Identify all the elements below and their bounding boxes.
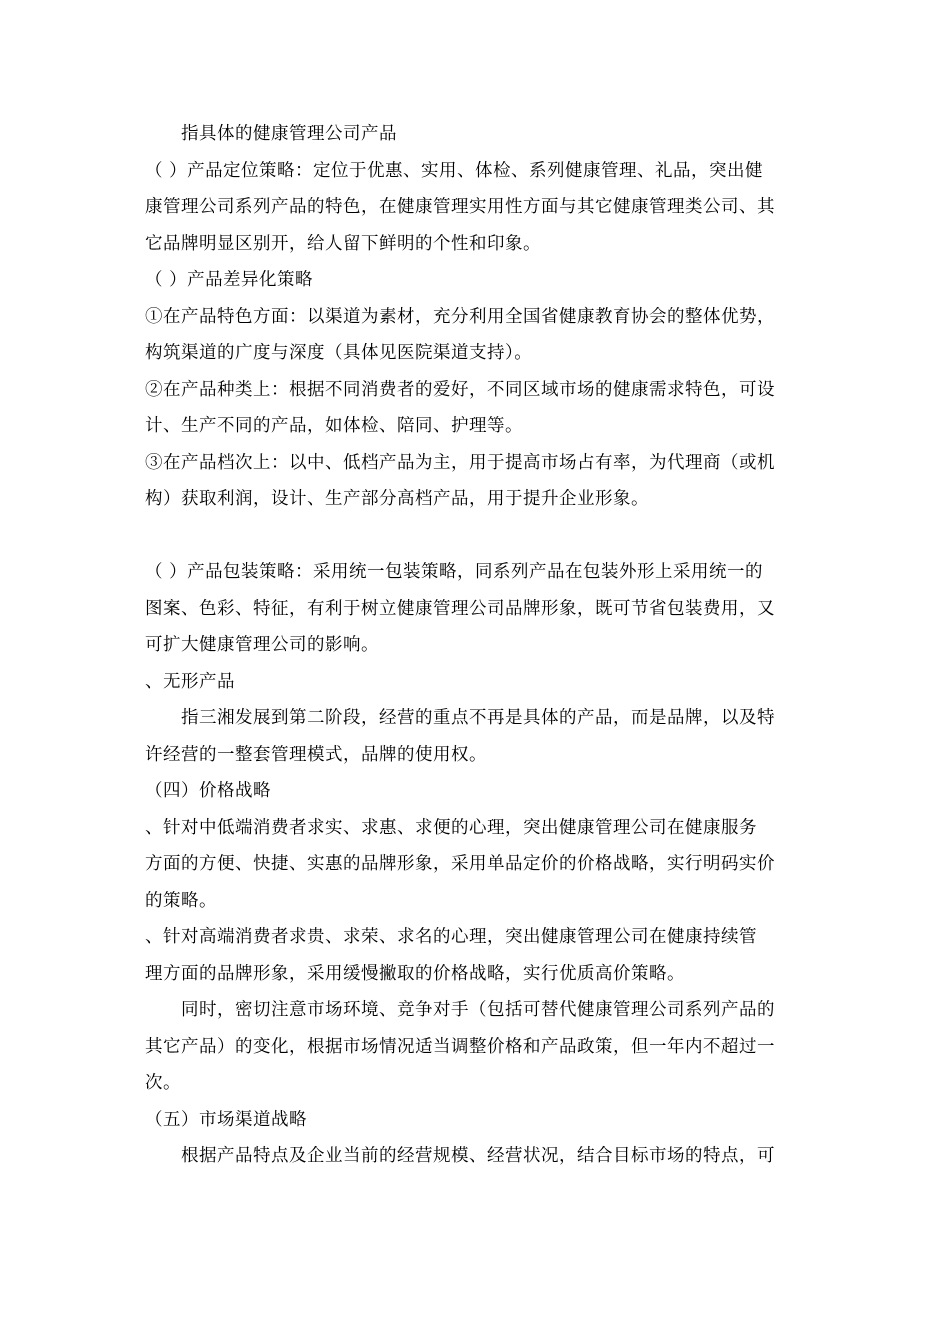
- paragraph-line: 指具体的健康管理公司产品: [145, 124, 397, 144]
- paragraph-line: 、针对中低端消费者求实、求惠、求便的心理，突出健康管理公司在健康服务: [145, 817, 757, 838]
- paragraph-line: 许经营的一整套管理模式，品牌的使用权。: [145, 744, 487, 765]
- paragraph-line: 同时，密切注意市场环境、竞争对手（包括可替代健康管理公司系列产品的: [145, 1000, 775, 1020]
- paragraph-line: ①在产品特色方面：以渠道为素材，充分利用全国省健康教育协会的整体优势，: [145, 306, 775, 327]
- paragraph-line: （ ）产品定位策略：定位于优惠、实用、体检、系列健康管理、礼品，突出健: [145, 160, 764, 181]
- paragraph-line: 康管理公司系列产品的特色，在健康管理实用性方面与其它健康管理类公司、其: [145, 197, 775, 217]
- paragraph-line: 其它产品）的变化，根据市场情况适当调整价格和产品政策，但一年内不超过一: [145, 1036, 775, 1057]
- paragraph-line: 图案、色彩、特征，有利于树立健康管理公司品牌形象，既可节省包装费用，又: [145, 598, 775, 619]
- paragraph-line: 构）获取利润，设计、生产部分高档产品，用于提升企业形象。: [145, 489, 649, 509]
- paragraph-line: 根据产品特点及企业当前的经营规模、经营状况，结合目标市场的特点，可: [145, 1146, 775, 1166]
- paragraph-line: 指三湘发展到第二阶段，经营的重点不再是具体的产品，而是品牌，以及特: [145, 708, 775, 728]
- section-heading: （四）价格战略: [145, 781, 271, 801]
- blank-line: [145, 518, 809, 555]
- document-body: [145, 116, 809, 1175]
- paragraph-line: 的策略。: [145, 890, 217, 911]
- section-heading: （ ）产品差异化策略: [145, 270, 314, 290]
- paragraph-line: 构筑渠道的广度与深度（具体见医院渠道支持）。: [145, 343, 533, 363]
- paragraph-line: 它品牌明显区别开，给人留下鲜明的个性和印象。: [145, 233, 541, 254]
- paragraph-line: 可扩大健康管理公司的影响。: [145, 635, 379, 655]
- paragraph-line: 次。: [145, 1073, 181, 1093]
- paragraph-line: ③在产品档次上：以中、低档产品为主，用于提高市场占有率，为代理商（或机: [145, 452, 775, 473]
- paragraph-line: （ ）产品包装策略：采用统一包装策略，同系列产品在包装外形上采用统一的: [145, 562, 764, 582]
- paragraph-line: 方面的方便、快捷、实惠的品牌形象，采用单品定价的价格战略，实行明码实价: [145, 854, 775, 874]
- paragraph-line: 计、生产不同的产品，如体检、陪同、护理等。: [145, 416, 523, 436]
- section-heading: 、无形产品: [145, 671, 235, 692]
- paragraph-line: ②在产品种类上：根据不同消费者的爱好，不同区域市场的健康需求特色，可设: [145, 379, 775, 400]
- paragraph-line: 、针对高端消费者求贵、求荣、求名的心理，突出健康管理公司在健康持续管: [145, 927, 757, 947]
- paragraph-line: 理方面的品牌形象，采用缓慢撇取的价格战略，实行优质高价策略。: [145, 963, 685, 984]
- section-heading: （五）市场渠道战略: [145, 1109, 307, 1130]
